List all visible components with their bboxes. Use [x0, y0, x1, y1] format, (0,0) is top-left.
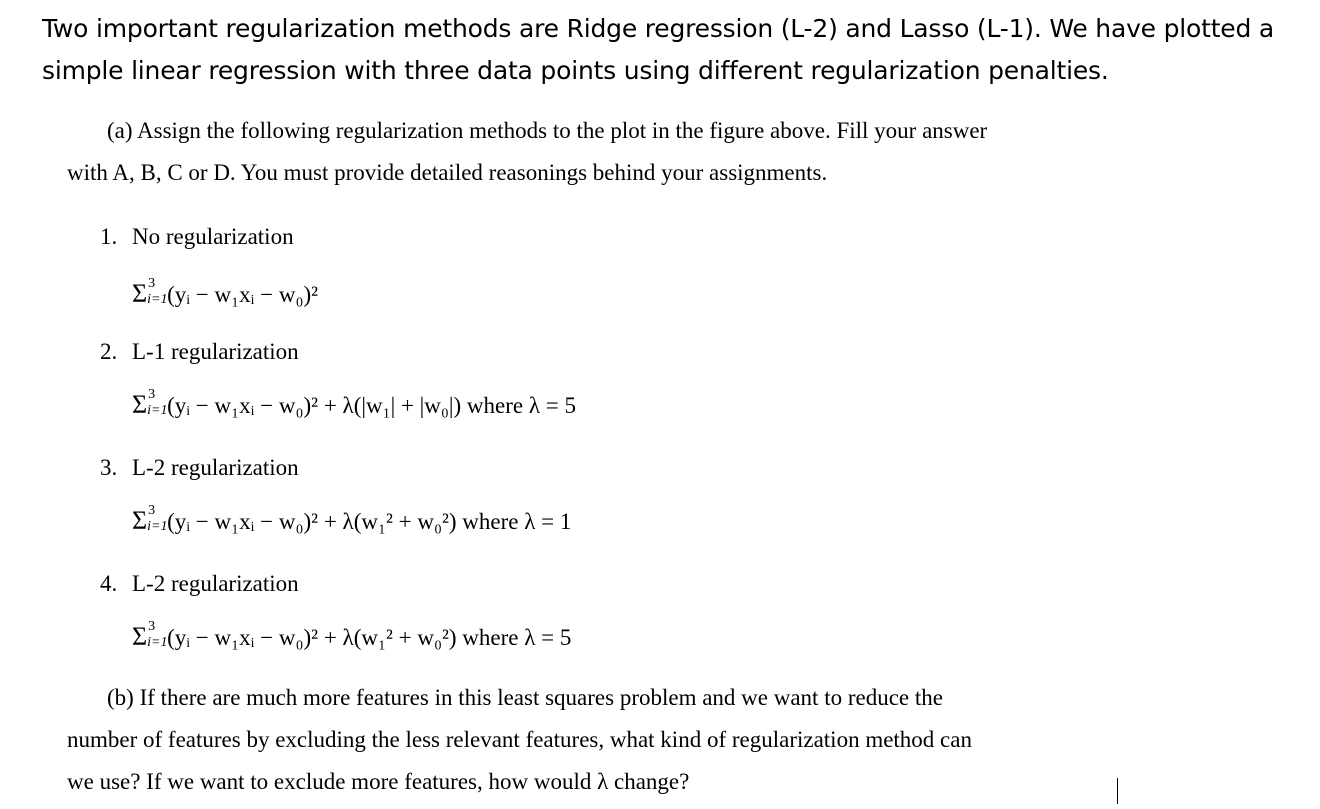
part-a-line-1: (a) Assign the following regularization methods to the plot in the figure above. Fill your answer	[107, 118, 988, 143]
sum-lower: i=1	[147, 634, 168, 650]
sum-lower: i=1	[147, 518, 168, 534]
item-title: L-2 regularization	[132, 571, 299, 596]
text-cursor	[1117, 778, 1118, 804]
part-a-paragraph	[67, 110, 1107, 194]
list-item-3	[100, 453, 299, 483]
item-number: 3.	[100, 455, 118, 480]
item-number: 2.	[100, 339, 118, 364]
sum-upper: 3	[148, 618, 156, 634]
sum-lower: i=1	[147, 402, 168, 418]
sum-upper: 3	[148, 386, 156, 402]
item-title: L-1 regularization	[132, 339, 299, 364]
formula-base: (yᵢ − w₁xᵢ − w₀)²	[167, 509, 319, 534]
part-b-line-2: number of features by excluding the less relevant features, what kind of regularization method can	[67, 727, 972, 752]
formula-penalty: + λ(w₁² + w₀²)	[323, 509, 457, 534]
formula-where: where λ = 5	[466, 393, 576, 418]
sum-symbol: Σ	[132, 506, 148, 535]
item-title: L-2 regularization	[132, 455, 299, 480]
formula-1	[132, 275, 319, 310]
formula-where: where λ = 5	[462, 625, 572, 650]
part-b-line-1: (b) If there are much more features in this least squares problem and we want to reduce the	[107, 685, 943, 710]
formula-base: (yᵢ − w₁xᵢ − w₀)²	[167, 393, 319, 418]
formula-3	[132, 502, 572, 537]
item-title: No regularization	[132, 224, 294, 249]
sum-lower: i=1	[147, 291, 168, 307]
formula-base: (yᵢ − w₁xᵢ − w₀)²	[167, 282, 319, 307]
sum-symbol: Σ	[132, 622, 148, 651]
formula-base: (yᵢ − w₁xᵢ − w₀)²	[167, 625, 319, 650]
list-item-1	[100, 222, 294, 252]
formula-penalty: + λ(|w₁| + |w₀|)	[323, 393, 462, 418]
sum-upper: 3	[148, 502, 156, 518]
intro-paragraph: Two important regularization methods are Ridge regression (L-2) and Lasso (L-1). We have plotted a simple linear regression with three data points using different regularization penalties.	[42, 14, 1275, 85]
sum-symbol: Σ	[132, 279, 148, 308]
sum-symbol: Σ	[132, 390, 148, 419]
sum-upper: 3	[148, 275, 156, 291]
formula-where: where λ = 1	[462, 509, 572, 534]
formula-2	[132, 386, 576, 421]
part-b-line-3: we use? If we want to exclude more features, how would λ change?	[67, 769, 690, 794]
part-a-line-2: with A, B, C or D. You must provide detailed reasonings behind your assignments.	[67, 160, 828, 185]
item-number: 1.	[100, 224, 118, 249]
item-number: 4.	[100, 571, 118, 596]
list-item-4	[100, 569, 299, 599]
part-b-paragraph	[67, 677, 1107, 803]
list-item-2	[100, 337, 299, 367]
formula-penalty: + λ(w₁² + w₀²)	[323, 625, 457, 650]
formula-4	[132, 618, 572, 653]
